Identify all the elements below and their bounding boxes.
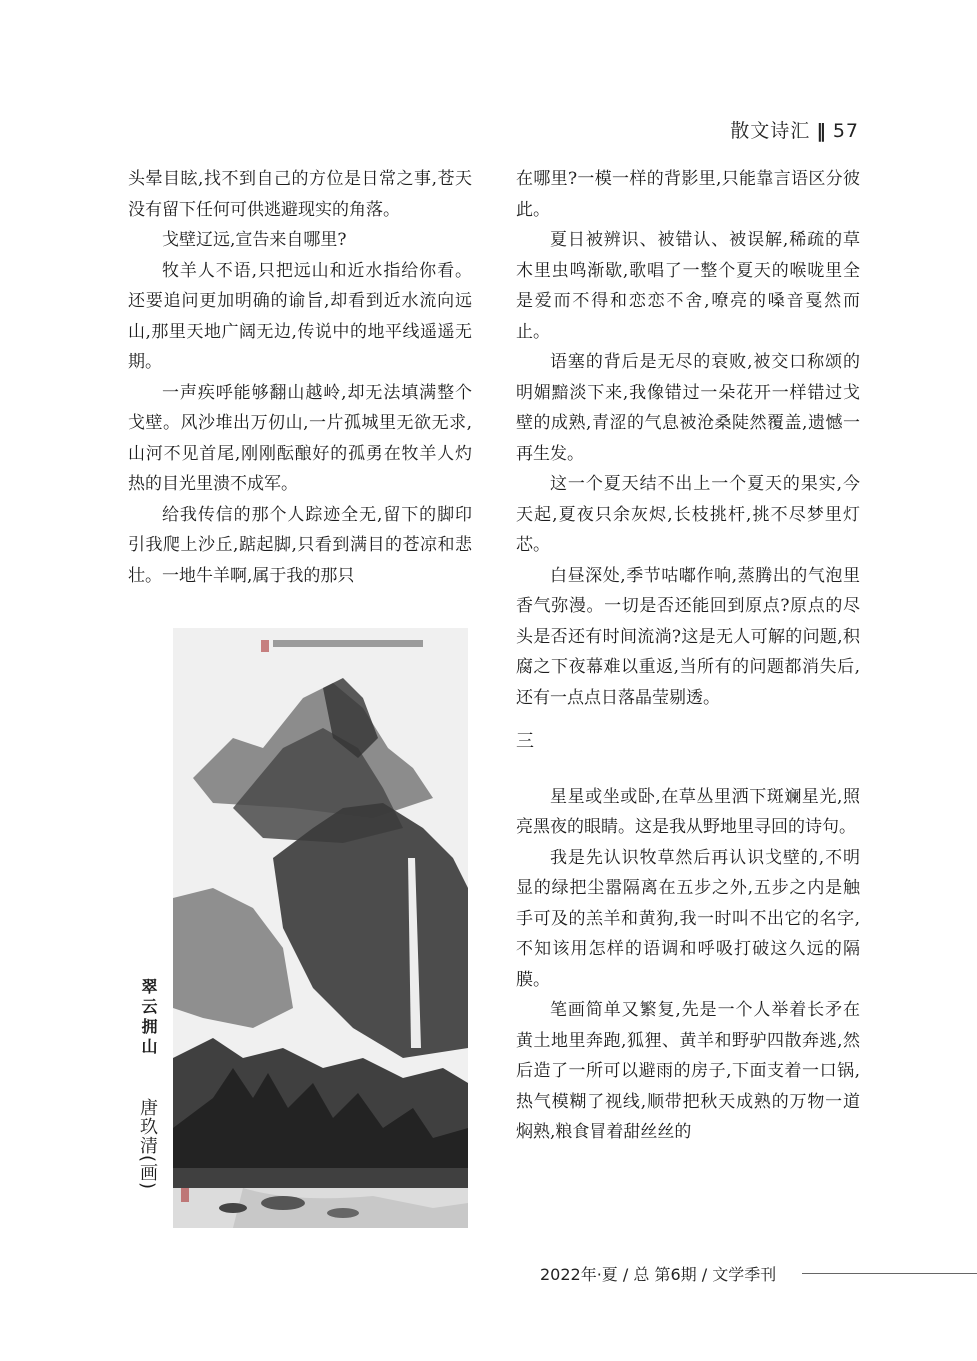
paragraph: 给我传信的那个人踪迹全无,留下的脚印引我爬上沙丘,踮起脚,只看到满目的苍凉和悲壮。一地牛羊啊,属于我的那只 <box>128 504 472 586</box>
paragraph: 这一个夏天结不出上一个夏天的果实,今天起,夏夜只余灰烬,长枝挑杆,挑不尽梦里灯芯。 <box>516 474 860 555</box>
section-number: 三 <box>516 731 534 752</box>
footer-issue-info: 2022年·夏 / 总 第6期 / 文学季刊 <box>540 1265 777 1284</box>
painting-artist: 唐玖清(画) <box>137 1098 158 1191</box>
paragraph: 星星或坐或卧,在草丛里洒下斑斓星光,照亮黑夜的眼睛。这是我从野地里寻回的诗句。 <box>516 786 860 837</box>
ink-landscape-illustration <box>173 628 468 1228</box>
footer-rule <box>802 1273 977 1274</box>
left-text-column <box>128 164 472 591</box>
paragraph: 语塞的背后是无尽的衰败,被交口称颂的明媚黯淡下来,我像错过一朵花开一样错过戈壁的成熟,青涩的气息被沧桑陡然覆盖,遗憾一再生发。 <box>516 352 860 464</box>
landscape-painting <box>173 628 468 1228</box>
right-column-lower-text <box>516 782 860 1148</box>
header-section-title: 散文诗汇 <box>730 120 811 142</box>
paragraph: 牧羊人不语,只把远山和近水指给你看。还要追问更加明确的谕旨,却看到近水流向远山,那里天地广阔无边,传说中的地平线遥遥无期。 <box>128 260 472 372</box>
right-text-column <box>516 164 860 1148</box>
paragraph: 笔画简单又繁复,先是一个人举着长矛在黄土地里奔跑,狐狸、黄羊和野驴四散奔逃,然后造了一所可以避雨的房子,下面支着一口锅,热气模糊了视线,顺带把秋天成熟的万物一道焖熟,粮食冒着甜丝丝的 <box>516 1000 860 1142</box>
header-separator: ‖ <box>816 120 827 142</box>
running-header <box>730 116 859 143</box>
paragraph: 夏日被辨识、被错认、被误解,稀疏的草木里虫鸣渐歇,歌唱了一整个夏天的喉咙里全是爱而不得和恋恋不舍,嘹亮的嗓音戛然而止。 <box>516 230 860 342</box>
right-column-upper-text <box>516 164 860 713</box>
page-number: 57 <box>832 120 859 142</box>
paragraph: 头晕目眩,找不到自己的方位是日常之事,苍天没有留下任何可供逃避现实的角落。 <box>128 169 472 220</box>
paragraph: 在哪里?一模一样的背影里,只能靠言语区分彼此。 <box>516 169 860 220</box>
paragraph: 一声疾呼能够翻山越岭,却无法填满整个戈壁。风沙堆出万仞山,一片孤城里无欲无求,山河不见首尾,刚刚酝酿好的孤勇在牧羊人灼热的目光里溃不成军。 <box>128 382 472 494</box>
painting-title: 翠云拥山 <box>139 978 158 1058</box>
artist-seal <box>181 1188 189 1202</box>
paragraph: 白昼深处,季节咕嘟作响,蒸腾出的气泡里香气弥漫。一切是否还能回到原点?原点的尽头是否还有时间流淌?这是无人可解的问题,积腐之下夜幕难以重返,当所有的问题都消失后,还有一点点日落晶莹剔透。 <box>516 565 860 708</box>
paragraph: 戈壁辽远,宣告来自哪里? <box>162 230 347 250</box>
paragraph: 我是先认识牧草然后再认识戈壁的,不明显的绿把尘嚣隔离在五步之外,五步之内是触手可及的羔羊和黄狗,我一时叫不出它的名字,不知该用怎样的语调和呼吸打破这久远的隔膜。 <box>516 847 860 990</box>
